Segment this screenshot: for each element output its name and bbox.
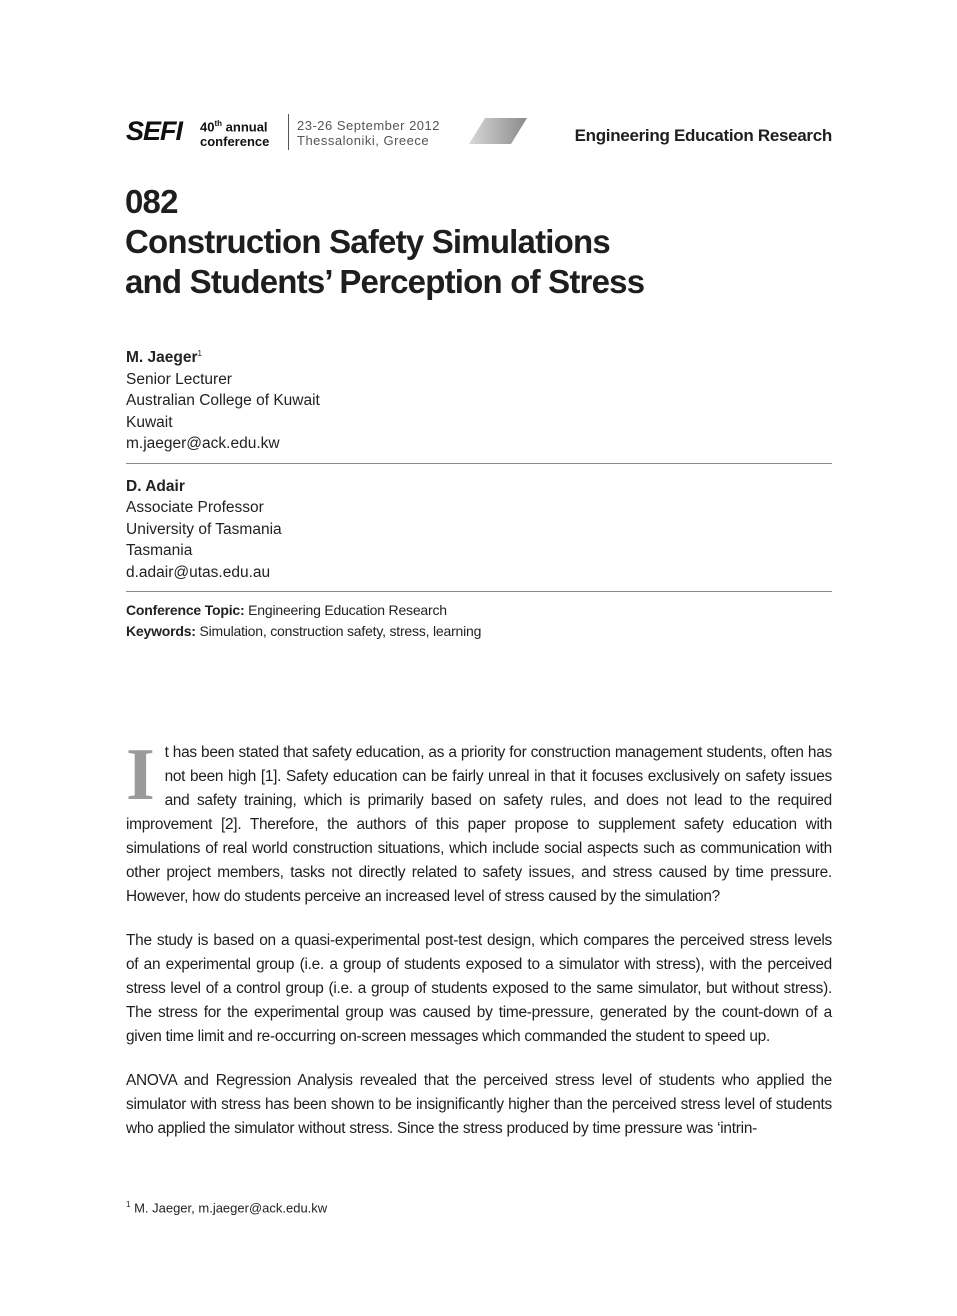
decorative-stripe bbox=[469, 118, 527, 144]
author-location: Tasmania bbox=[126, 542, 193, 560]
conference-word: conference bbox=[200, 134, 270, 150]
conference-number: 40 bbox=[200, 119, 215, 135]
paper-title-block bbox=[125, 182, 644, 302]
keywords-value: Simulation, construction safety, stress, learning bbox=[195, 623, 482, 639]
author-institution: University of Tasmania bbox=[126, 520, 282, 538]
author-institution: Australian College of Kuwait bbox=[126, 392, 320, 410]
conference-track: Engineering Education Research bbox=[574, 126, 832, 145]
author-email[interactable]: m.jaeger@ack.edu.kw bbox=[126, 435, 280, 453]
conference-date: 23-26 September 2012 bbox=[297, 118, 440, 133]
keywords bbox=[126, 621, 481, 642]
sefi-logo: SEFI bbox=[126, 116, 183, 146]
abstract-body bbox=[126, 734, 832, 1161]
author-divider bbox=[126, 463, 832, 464]
paper-title-line-1: Construction Safety Simulations bbox=[125, 223, 610, 260]
author-location: Kuwait bbox=[126, 413, 173, 431]
author-block bbox=[126, 343, 832, 455]
author-email[interactable]: d.adair@utas.edu.au bbox=[126, 563, 271, 581]
conference-annual: annual bbox=[222, 119, 268, 135]
paragraph: ANOVA and Regression Analysis revealed that the perceived stress level of students who applied the simulator with stress has been shown to be insignificantly higher than the perceived stress level of students who applied the simulator without stress. Since the stress produced by time pressure was ‘intrin- bbox=[126, 1072, 832, 1137]
author-name: M. Jaeger bbox=[126, 349, 198, 367]
footnote-text: M. Jaeger, m.jaeger@ack.edu.kw bbox=[130, 1200, 328, 1216]
topic-value: Engineering Education Research bbox=[244, 602, 447, 618]
author-footnote-mark: 1 bbox=[197, 349, 202, 358]
paper-metadata bbox=[126, 600, 481, 642]
conference-topic bbox=[126, 600, 481, 621]
page-header bbox=[126, 112, 832, 152]
paragraph bbox=[126, 734, 832, 909]
conference-location: Thessaloniki, Greece bbox=[297, 133, 430, 148]
conference-number-suffix: th bbox=[214, 119, 223, 128]
paragraph-text: t has been stated that safety education, as a priority for construction management students, often has not been high [1]. Safety education can be fairly unreal in that it focuses exclusively on safety issues and safety training, which is primarily based on safety rules, and does not lead to the required improvement [2]. Therefore, the authors of this paper propose to supplement safety education with simulations of real world construction situations, which include social aspects such as communication with other project members, tasks not directly related to safety issues, and stress caused by time pressure. However, how do students perceive an increased level of stress caused by the simulation? bbox=[126, 744, 832, 905]
paper-number: 082 bbox=[125, 183, 178, 220]
author-name: D. Adair bbox=[126, 477, 185, 495]
author-position: Senior Lecturer bbox=[126, 370, 232, 388]
footnote-mark: 1 bbox=[126, 1200, 131, 1209]
keywords-label: Keywords: bbox=[126, 623, 196, 639]
footnote bbox=[126, 1197, 327, 1216]
paragraph: The study is based on a quasi-experimental post-test design, which compares the perceived stress levels of an experimental group (i.e. a group of students exposed to a simulator with stress), with the perceived stress level of a control group (i.e. a group of students exposed to the same simulator, but without stress). The stress for the experimental group was caused by time-pressure, generated by the count-down of a given time limit and re-occurring on-screen messages which commanded the student to speed up. bbox=[126, 932, 832, 1045]
author-list bbox=[126, 343, 832, 604]
author-divider bbox=[126, 591, 832, 592]
conference-edition bbox=[200, 116, 269, 149]
author-position: Associate Professor bbox=[126, 499, 264, 517]
drop-cap: I bbox=[126, 734, 155, 816]
paper-title-line-2: and Students’ Perception of Stress bbox=[125, 263, 645, 300]
topic-label: Conference Topic: bbox=[126, 602, 245, 618]
conference-date-location bbox=[297, 118, 440, 148]
author-block bbox=[126, 476, 832, 584]
header-divider bbox=[288, 114, 289, 150]
